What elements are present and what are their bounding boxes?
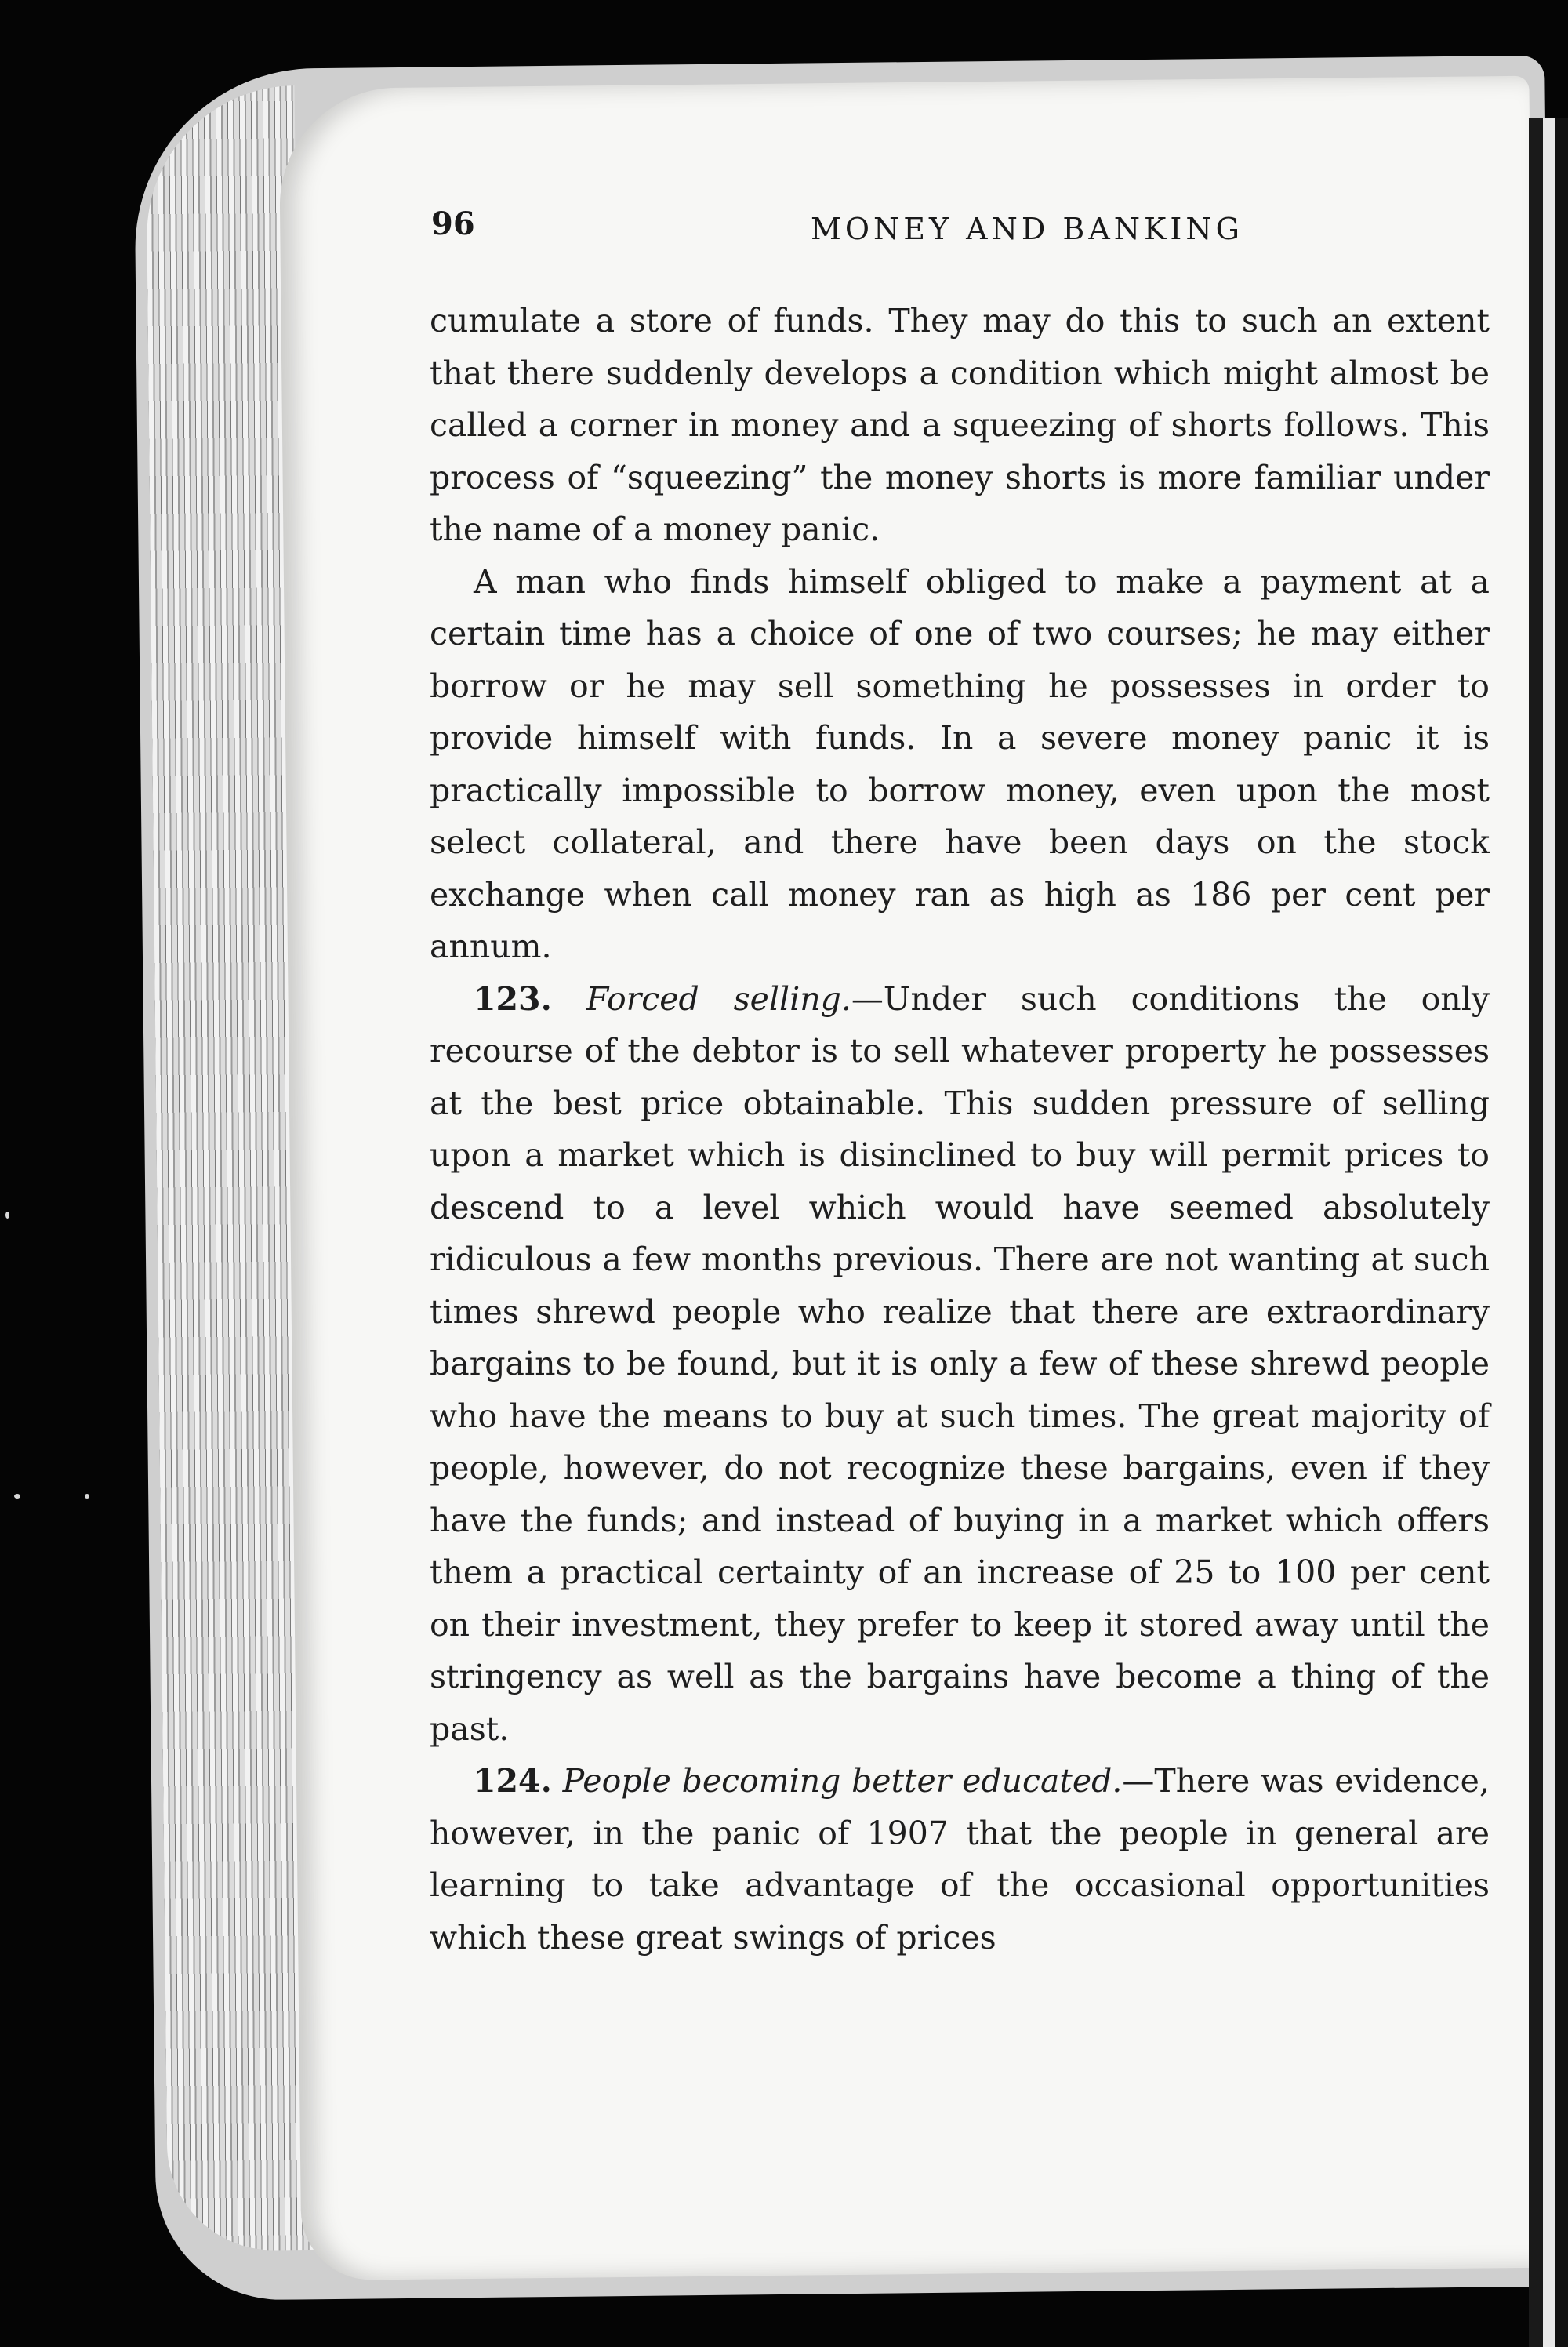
paragraph-text: A man who finds himself obliged to make a payment at a certain time has a choice of one of two courses; he may either borrow or he may sell something he possesses in order to provide himself with funds. In a severe money panic it is practically impossible to borrow money, even upon the most select collateral, and there have been days on the stock exchange when call money ran as high as 186 per cent per annum. — [430, 562, 1490, 965]
book-gutter — [1529, 118, 1568, 2347]
page-header — [431, 205, 1497, 253]
paragraph-text: —There was evidence, however, in the panic of 1907 that the people in general are learning to take advantage of the occasional opportunities which these great swings of prices — [430, 1762, 1490, 1956]
section-title: Forced selling. — [586, 979, 851, 1018]
paragraph-text: cumulate a store of funds. They may do this to such an extent that there suddenly develops a condition which might almost be called a corner in money and a squeezing of shorts follows. This process of “squeezing” the money shorts is more familiar under the name of a money panic. — [430, 302, 1490, 548]
dust-speck — [14, 1494, 20, 1499]
body-text — [430, 295, 1490, 1964]
section-number: 124. — [474, 1762, 552, 1800]
running-head: MONEY AND BANKING — [810, 212, 1244, 246]
paragraph-text: —Under such conditions the only recourse of the debtor is to sell whatever property he possesses at the best price obtainable. This sudden pressure of selling upon a market which is disinclined to buy will permit prices to descend to a level which would have seemed absolutely ridiculous a few months previous. There are not wanting at such times shrewd people who realize that there are extraordinary bargains to be found, but it is only a few of these shrewd people who have the means to buy at such times. The great majority of people, however, do not recognize these bargains, even if they have the funds; and instead of buying in a market which offers them a practical certainty of an increase of 25 to 100 per cent on their investment, they prefer to keep it stored away until the stringency as well as the bargains have become a thing of the past. — [430, 979, 1490, 1748]
dust-speck — [85, 1494, 89, 1499]
section-number: 123. — [474, 979, 552, 1018]
page-number: 96 — [431, 205, 475, 242]
paragraph — [430, 295, 1490, 556]
section-paragraph — [430, 1755, 1490, 1964]
section-paragraph — [430, 973, 1490, 1756]
section-title: People becoming better educated. — [562, 1762, 1123, 1800]
paragraph — [430, 556, 1490, 973]
dust-speck — [5, 1212, 9, 1219]
